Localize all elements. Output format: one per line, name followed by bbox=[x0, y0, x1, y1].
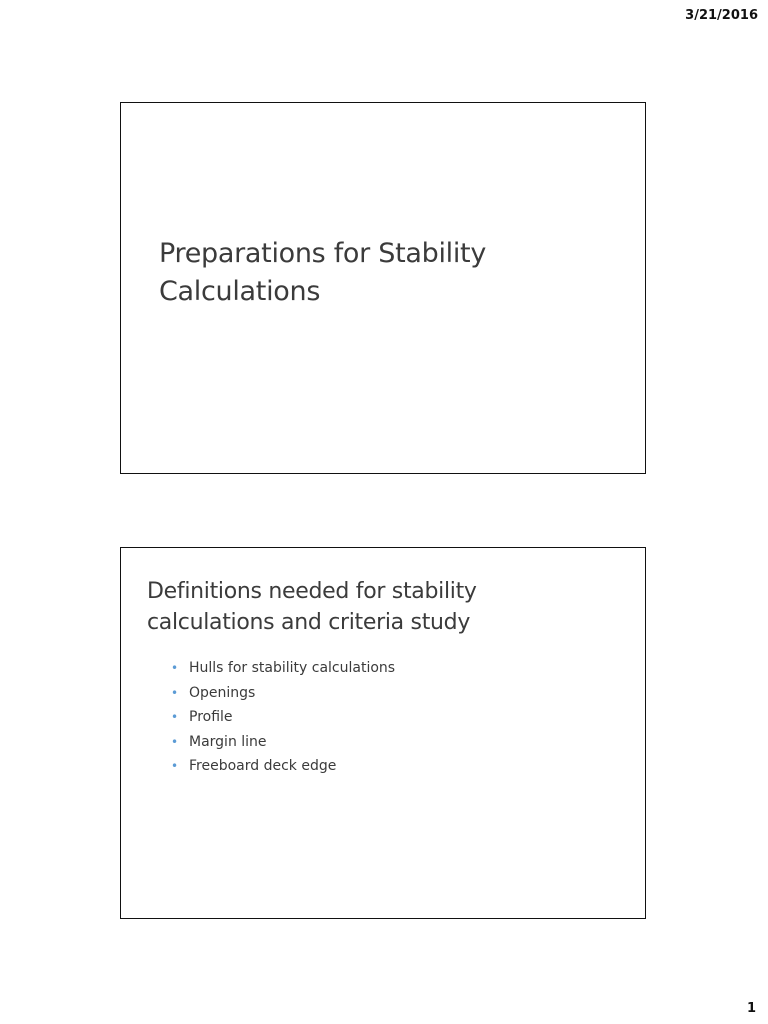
slide-2-bullet-list bbox=[171, 660, 395, 783]
list-item bbox=[171, 734, 395, 759]
slide-2-title-line-1: Definitions needed for stability bbox=[147, 579, 477, 604]
slide-2 bbox=[120, 547, 646, 919]
list-item bbox=[171, 758, 395, 783]
bullet-icon: • bbox=[171, 661, 179, 675]
slide-1-title-line-1: Preparations for Stability bbox=[159, 238, 487, 269]
slide-2-title-line-2: calculations and criteria study bbox=[147, 610, 471, 635]
bullet-icon: • bbox=[171, 734, 179, 749]
bullet-icon: • bbox=[171, 759, 179, 773]
page-date: 3/21/2016 bbox=[685, 8, 758, 23]
list-item bbox=[171, 709, 395, 734]
bullet-text: Freeboard deck edge bbox=[189, 758, 337, 774]
slide-1-title bbox=[159, 235, 579, 311]
bullet-text: Hulls for stability calculations bbox=[189, 660, 396, 676]
bullet-text: Margin line bbox=[189, 733, 267, 750]
slide-1 bbox=[120, 102, 646, 474]
list-item bbox=[171, 660, 395, 685]
page-number: 1 bbox=[746, 1001, 756, 1016]
bullet-text: Openings bbox=[189, 684, 256, 701]
slide-1-title-line-2: Calculations bbox=[159, 276, 321, 307]
slide-2-title bbox=[147, 576, 607, 638]
bullet-text: Profile bbox=[189, 709, 233, 725]
bullet-icon: • bbox=[171, 710, 179, 724]
list-item bbox=[171, 685, 395, 710]
bullet-icon: • bbox=[171, 685, 179, 700]
